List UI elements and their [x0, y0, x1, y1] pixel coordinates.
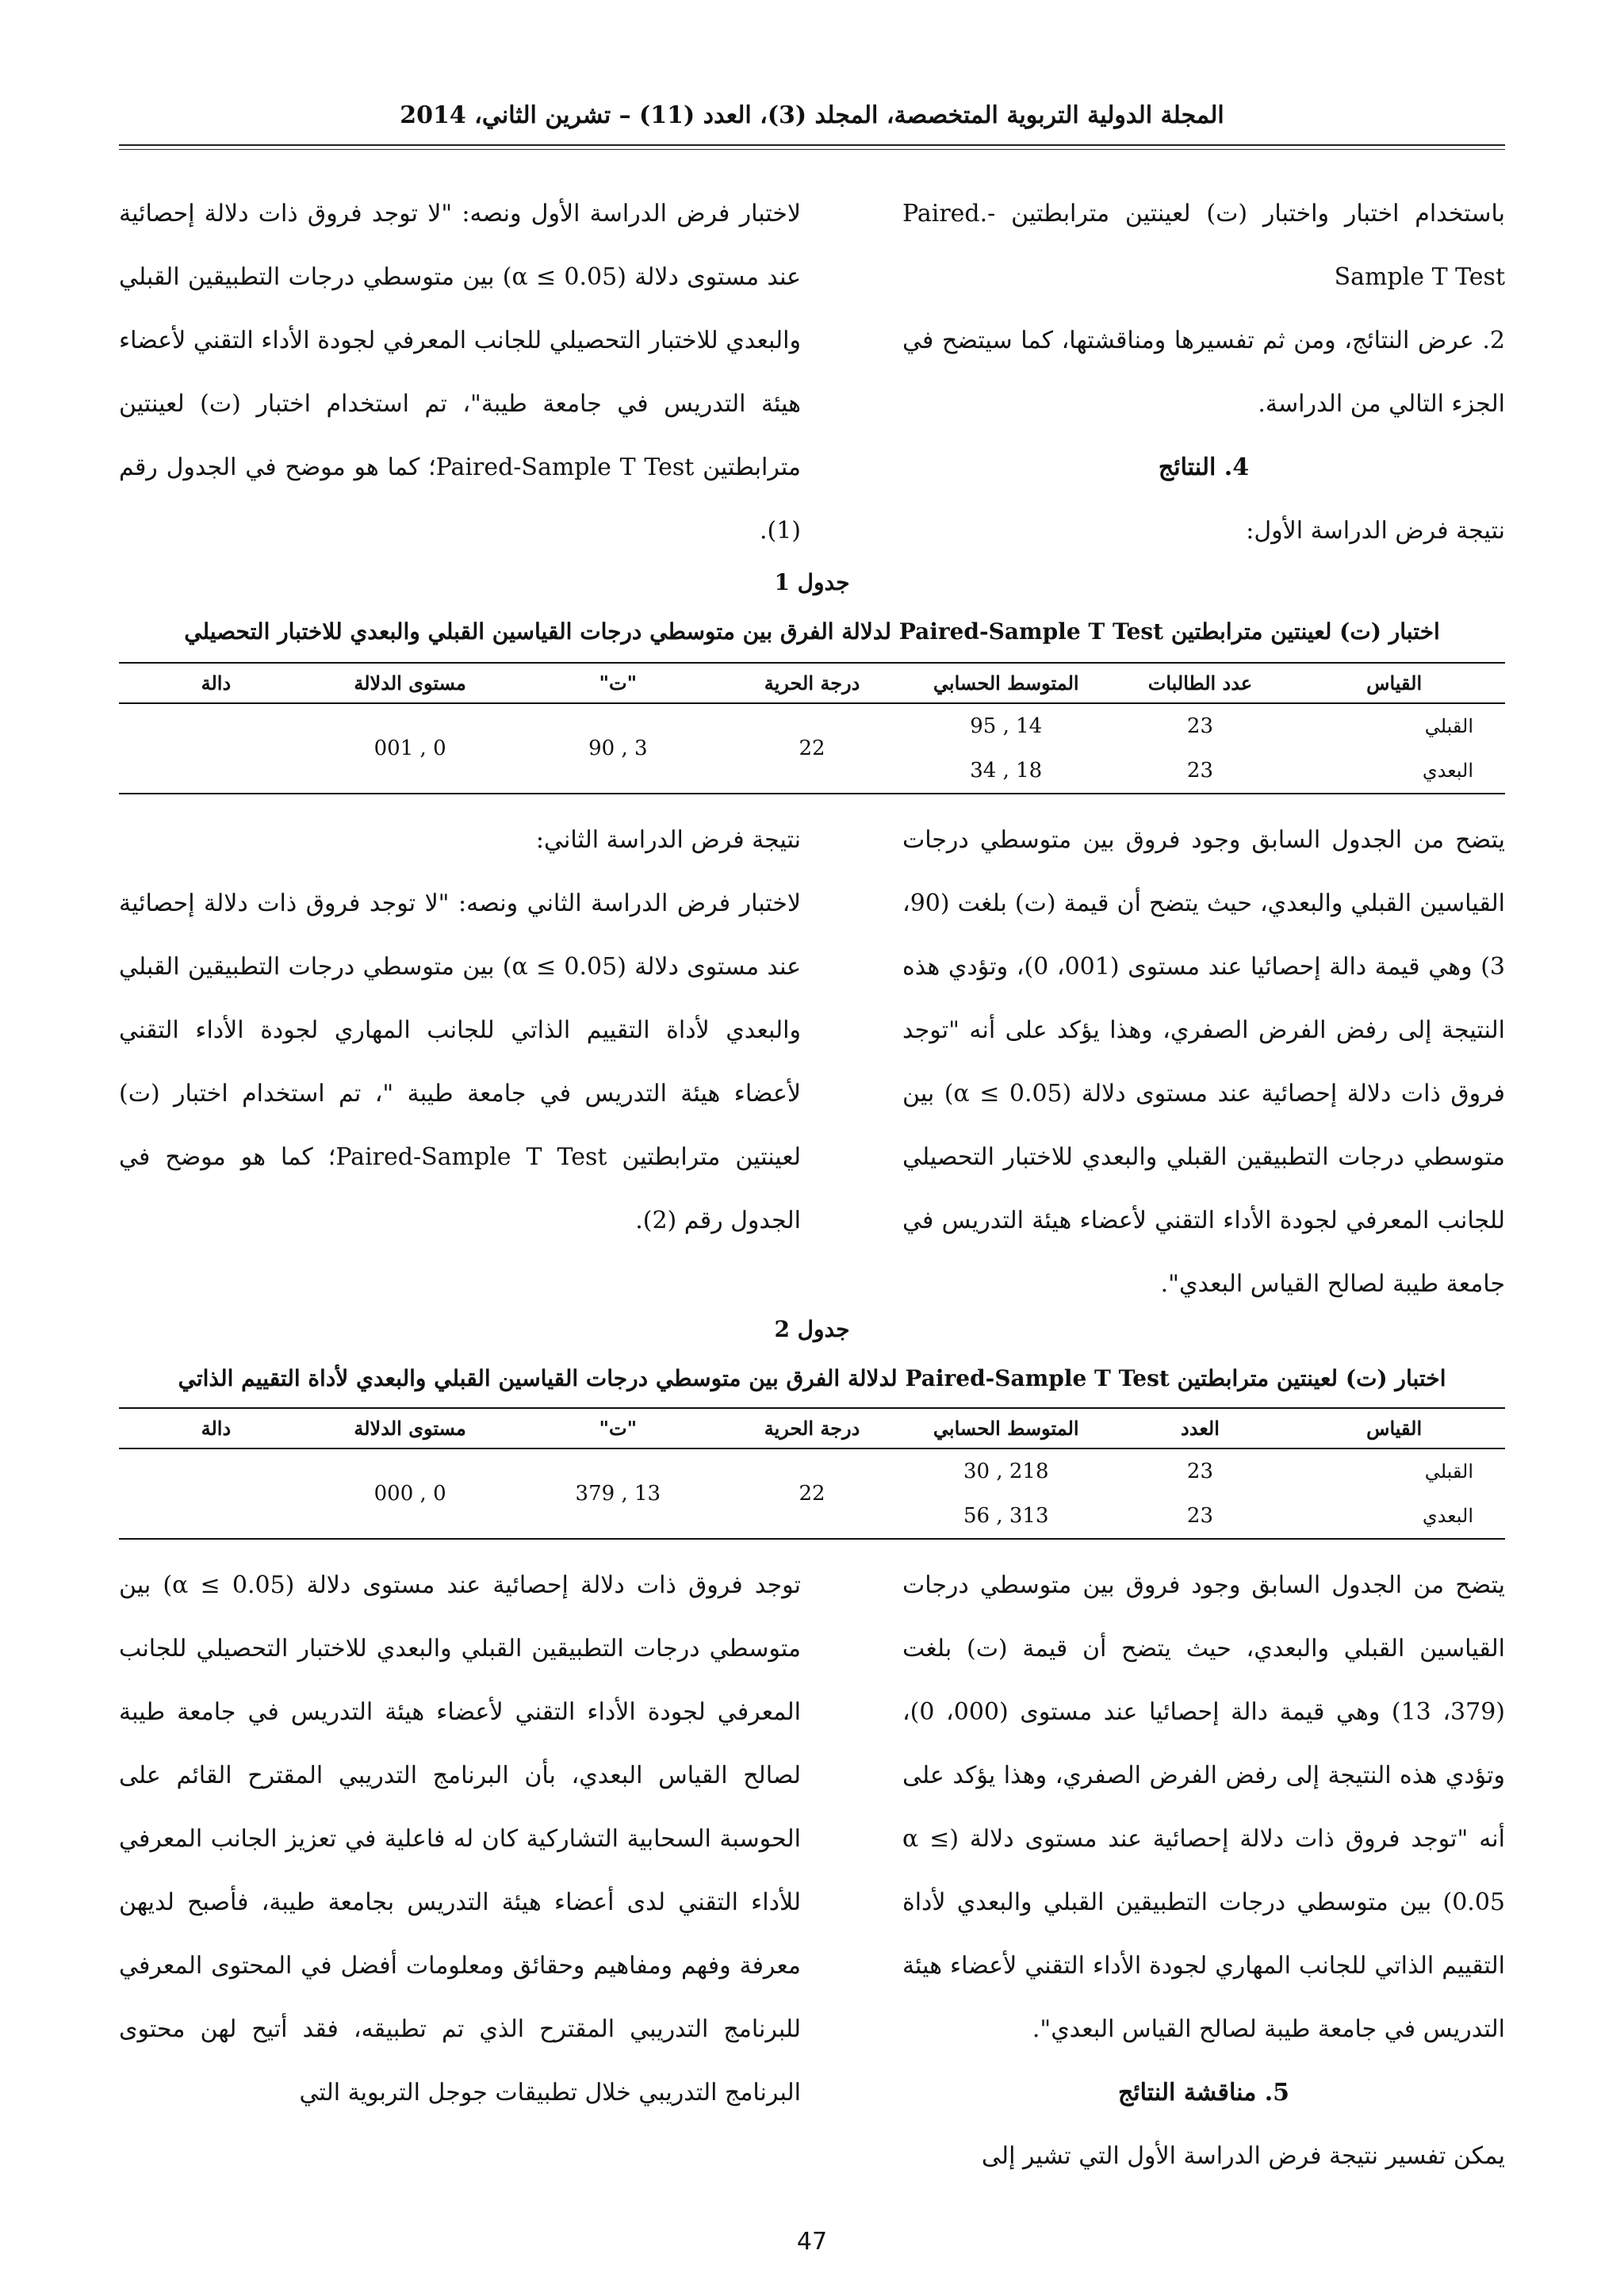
- table-header: دالة: [119, 1408, 313, 1448]
- table-header: مستوى الدلالة: [313, 663, 508, 703]
- table-cell: 0 , 001: [313, 703, 508, 794]
- table-cell: البعدي: [1283, 1494, 1505, 1539]
- table-cell: 3 , 90: [507, 703, 729, 794]
- table-cell: 23: [1186, 1460, 1213, 1483]
- table2-label: جدول 2: [774, 1316, 850, 1342]
- table-cell: القبلي: [1424, 715, 1473, 737]
- hypothesis2-title: نتيجة فرض الدراسة الثاني:: [535, 826, 801, 854]
- section3-left-column: [119, 1554, 801, 2125]
- table-cell: 13 , 379: [507, 1448, 729, 1539]
- table-row: [119, 703, 1505, 748]
- table2: [119, 1407, 1505, 1540]
- paragraph: 2. عرض النتائج، ومن ثم تفسيرها ومناقشتها، كما سيتضح في الجزء التالي من الدراسة.: [902, 327, 1505, 418]
- hypothesis1-title: نتيجة فرض الدراسة الأول:: [1246, 517, 1505, 545]
- section1-left-column: [119, 182, 801, 563]
- paragraph: لاختبار فرض الدراسة الأول ونصه: "لا توجد فروق ذات دلالة إحصائية عند مستوى دلالة (α ≤ 0.05) بين متوسطي درجات التطبيقين القبلي والبعدي للاختبار التحصيلي للجانب المعرفي لجودة الأداء التقني لأعضاء هيئة التدريس في جامعة طيبة"، تم استخدام اختبار (ت) لعينتين مترابطتين Paired-Sample T Test؛ كما هو موضح في الجدول رقم (1).: [119, 200, 802, 545]
- table-cell: [119, 1448, 313, 1539]
- header-divider-thin: [119, 149, 1505, 150]
- discussion-heading: 5. مناقشة النتائج: [1117, 2079, 1290, 2107]
- table-cell: 14 , 95: [970, 714, 1043, 738]
- table-row: [119, 1448, 1505, 1494]
- table-cell: 23: [1117, 748, 1284, 794]
- section2-left-column: [119, 809, 801, 1253]
- table1: [119, 662, 1505, 794]
- paragraph: لاختبار فرض الدراسة الثاني ونصه: "لا توجد فروق ذات دلالة إحصائية عند مستوى دلالة (α ≤ 0.05) بين متوسطي درجات التطبيقين القبلي والبعدي لأداة التقييم الذاتي للجانب المهاري لجودة الأداء التقني لأعضاء هيئة التدريس في جامعة طيبة "، تم استخدام اختبار (ت) لعينتين مترابطتين Paired-Sample T Test؛ كما هو موضح في الجدول رقم (2).: [119, 890, 802, 1234]
- table-cell: 18 , 34: [895, 748, 1117, 794]
- paragraph: توجد فروق ذات دلالة إحصائية عند مستوى دلالة (α ≤ 0.05) بين متوسطي درجات التطبيقين القبلي والبعدي للاختبار التحصيلي للجانب المعرفي لجودة الأداء التقني لأعضاء هيئة التدريس في جامعة طيبة لصالح القياس البعدي، بأن البرنامج التدريبي المقترح القائم على الحوسبة السحابية التشاركية كان له فاعلية في تعزيز الجانب المعرفي للأداء التقني لدى أعضاء هيئة التدريس بجامعة طيبة، فأصبح لديهن معرفة وفهم ومفاهيم وحقائق ومعلومات أفضل في المحتوى المعرفي للبرنامج التدريبي المقترح الذي تم تطبيقه، فقد أتيح لهن محتوى البرنامج التدريبي خلال تطبيقات جوجل التربوية التي: [119, 1571, 802, 2107]
- paragraph: يمكن تفسير نتيجة فرض الدراسة الأول التي تشير إلى: [981, 2142, 1505, 2170]
- section3-right-column: [902, 1554, 1505, 2188]
- section1-right-column: [902, 182, 1505, 563]
- table-cell: 313 , 56: [895, 1494, 1117, 1539]
- table-cell: 218 , 30: [963, 1460, 1049, 1483]
- table-header: المتوسط الحسابي: [895, 1408, 1117, 1448]
- table-cell: البعدي: [1283, 748, 1505, 794]
- table-cell: 22: [729, 1448, 895, 1539]
- table-cell: 23: [1186, 714, 1213, 738]
- table-cell: القبلي: [1424, 1460, 1473, 1483]
- table-header: العدد: [1117, 1408, 1284, 1448]
- paragraph: يتضح من الجدول السابق وجود فروق بين متوسطي درجات القياسين القبلي والبعدي، حيث يتضح أن قيمة (ت) بلغت (379، 13) وهي قيمة دالة إحصائيا عند مستوى (000، 0)، وتؤدي هذه النتيجة إلى رفض الفرض الصفري، وهذا يؤكد على أنه "توجد فروق ذات دلالة إحصائية عند مستوى دلالة (α ≤ 0.05) بين متوسطي درجات التطبيقين القبلي والبعدي لأداة التقييم الذاتي للجانب المهاري لجودة الأداء التقني لأعضاء هيئة التدريس في جامعة طيبة لصالح القياس البعدي".: [902, 1571, 1505, 2043]
- table1-caption: اختبار (ت) لعينتين مترابطتين Paired-Sample T Test لدلالة الفرق بين متوسطي درجات القياسين القبلي والبعدي للاختبار التحصيلي: [184, 618, 1440, 645]
- table-header: "ت": [507, 1408, 729, 1448]
- table-header: "ت": [507, 663, 729, 703]
- paragraph: يتضح من الجدول السابق وجود فروق بين متوسطي درجات القياسين القبلي والبعدي، حيث يتضح أن قيمة (ت) بلغت (90، 3) وهي قيمة دالة إحصائيا عند مستوى (001، 0)، وتؤدي هذه النتيجة إلى رفض الفرض الصفري، وهذا يؤكد على أنه "توجد فروق ذات دلالة إحصائية عند مستوى دلالة (α ≤ 0.05) بين متوسطي درجات التطبيقين القبلي والبعدي للاختبار التحصيلي للجانب المعرفي لجودة الأداء التقني لأعضاء هيئة التدريس في جامعة طيبة لصالح القياس البعدي".: [902, 826, 1506, 1298]
- results-heading: 4. النتائج: [1158, 453, 1250, 481]
- table-header: درجة الحرية: [729, 1408, 895, 1448]
- journal-header: المجلة الدولية التربوية المتخصصة، المجلد (3)، العدد (11) – تشرين الثاني، 2014: [400, 101, 1224, 129]
- page-number: 47: [796, 2228, 828, 2256]
- table-cell: 0 , 000: [313, 1448, 508, 1539]
- table2-caption: اختبار (ت) لعينتين مترابطتين Paired-Sample T Test لدلالة الفرق بين متوسطي درجات القياسين القبلي والبعدي لأداة التقييم الذاتي: [178, 1365, 1446, 1391]
- table-header: عدد الطالبات: [1117, 663, 1284, 703]
- table-header: دالة: [119, 663, 313, 703]
- paragraph: باستخدام اختبار واختبار (ت) لعينتين مترابطتين -Paired. Sample T Test: [902, 200, 1505, 291]
- table-cell: 23: [1117, 1494, 1284, 1539]
- section2-right-column: [902, 809, 1505, 1316]
- table-header: مستوى الدلالة: [313, 1408, 508, 1448]
- table-header: القياس: [1283, 663, 1505, 703]
- table-cell: 22: [729, 703, 895, 794]
- header-divider: [119, 144, 1505, 146]
- table-header: القياس: [1283, 1408, 1505, 1448]
- table-header: درجة الحرية: [729, 663, 895, 703]
- table-header: المتوسط الحسابي: [895, 663, 1117, 703]
- table-cell: [119, 703, 313, 794]
- table1-label: جدول 1: [774, 569, 850, 595]
